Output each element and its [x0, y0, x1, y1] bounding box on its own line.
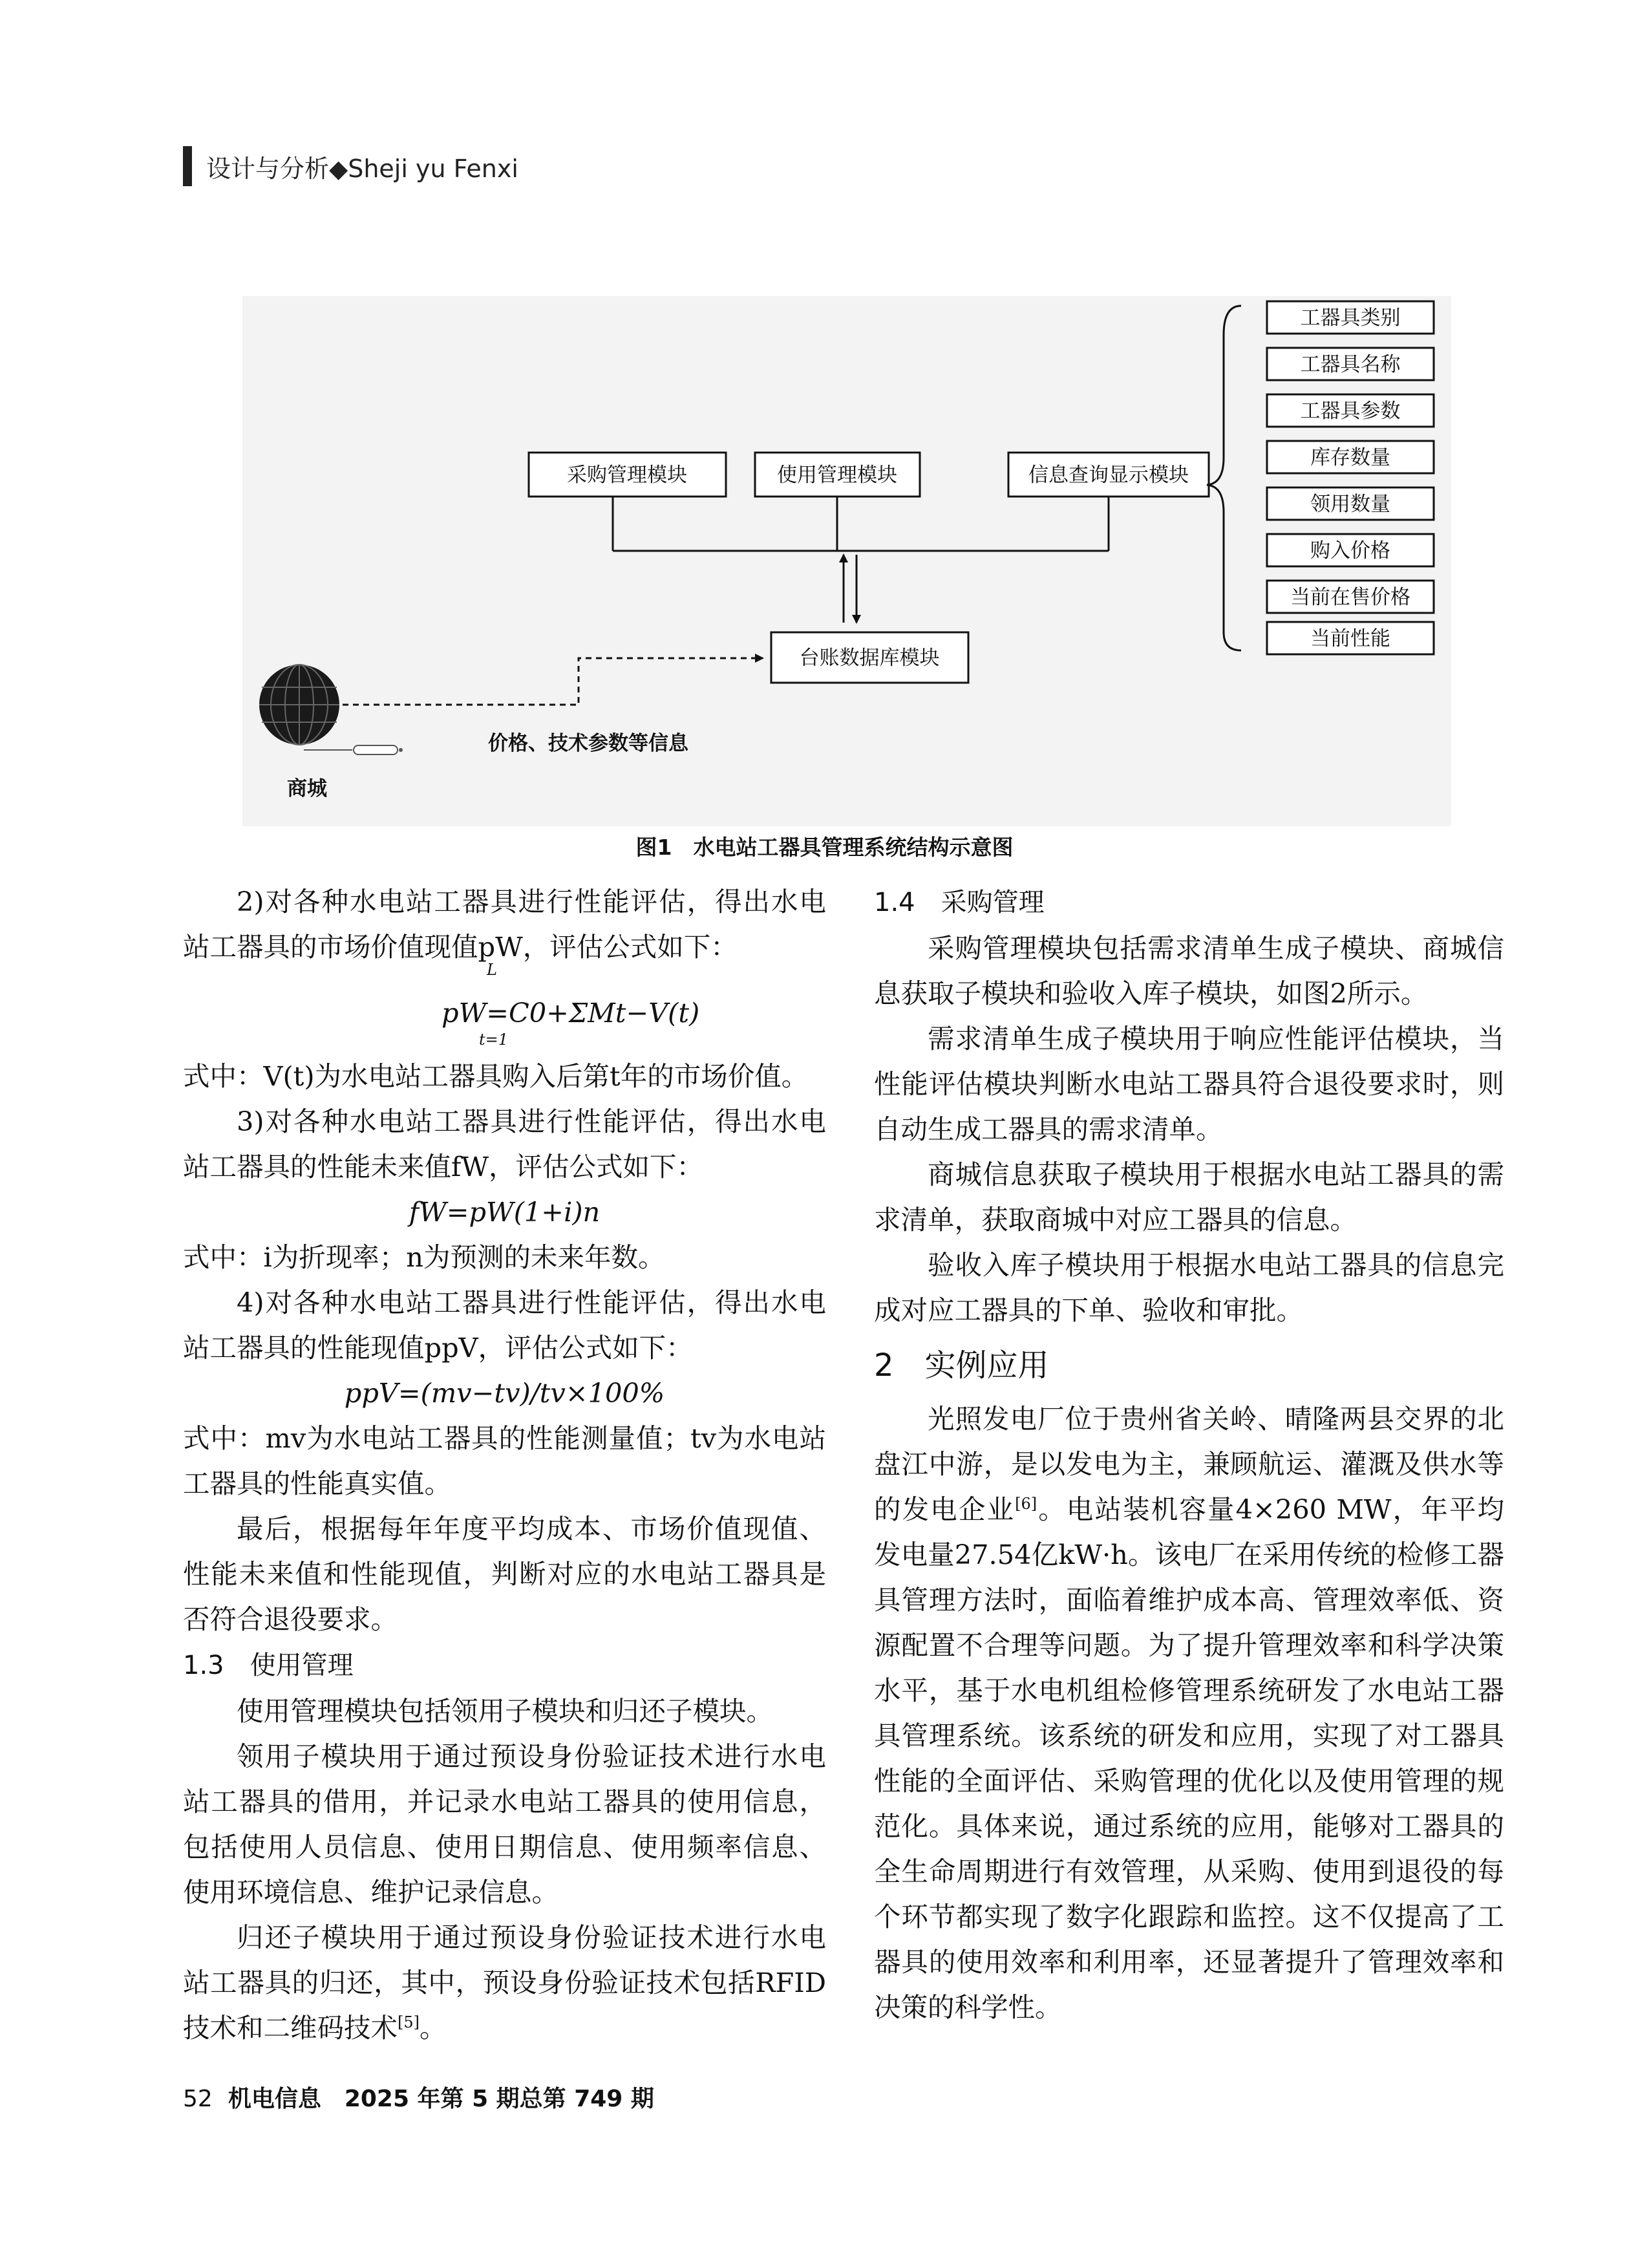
- running-header: [183, 144, 518, 189]
- formula-performance-value: ppV=(mv−tv)/tv×100%: [344, 1377, 665, 1409]
- figure-caption: 图1 水电站工器具管理系统结构示意图: [635, 835, 1014, 860]
- usage-module-box: [755, 453, 920, 497]
- formula-future-value: fW=pW(1+i)n: [409, 1196, 601, 1228]
- paragraph: 需求清单生成子模块用于响应性能评估模块，当性能评估模块判断水电站工器具符合退役要求时，则自动生成工器具的需求清单。: [874, 1023, 1504, 1145]
- citation-ref: [5]: [398, 2013, 420, 2032]
- cable-icon: [304, 745, 403, 754]
- attribute-item: 工器具类别: [1300, 306, 1401, 330]
- formula-sum-upper: L: [487, 961, 497, 979]
- attribute-item: 库存数量: [1310, 446, 1390, 469]
- paragraph-text: 归还子模块用于通过预设身份验证技术进行水电站工器具的归还，其中，预设身份验证技术包括RFID技术和二维码技术: [183, 1921, 826, 2044]
- database-module-box: [771, 632, 968, 683]
- paragraph-text: 光照发电厂位于贵州省关岭、晴隆两县交界的北盘江中游，是以发电为主，兼顾航运、灌溉及供水等的发电企业: [874, 1403, 1504, 1525]
- paragraph: 使用管理模块包括领用子模块和归还子模块。: [237, 1695, 774, 1727]
- paragraph-text: 。电站装机容量4×260 MW，年平均发电量27.54亿kW·h。该电厂在采用传统的检修工器具管理方法时，面临着维护成本高、管理效率低、资源配置不合理等问题。为了提升管理效率和科学决策水平，基于水电机组检修管理系统研发了水电站工器具管理系统。该系统的研发和应用，实现了对工器具性能的全面评估、采购管理的优化以及使用管理的规范化。具体来说，通过系统的应用，能够对工器具的全生命周期进行有效管理，从采购、使用到退役的每个环节都实现了数字化跟踪和监控。这不仅提高了工器具的使用效率和利用率，还显著提升了管理效率和决策的科学性。: [874, 1493, 1504, 2023]
- system-structure-diagram: [242, 296, 1451, 826]
- purchase-module-box: [529, 453, 726, 497]
- section-heading-1-3: 1.3 使用管理: [183, 1651, 354, 1680]
- formula-sum-lower: t=1: [479, 1031, 509, 1049]
- header-section-title: 设计与分析◆Sheji yu Fenxi: [206, 154, 518, 183]
- page-footer: [183, 2081, 654, 2113]
- paragraph: 验收入库子模块用于根据水电站工器具的信息完成对应工器具的下单、验收和审批。: [874, 1249, 1504, 1326]
- paragraph: 3)对各种水电站工器具进行性能评估，得出水电站工器具的性能未来值fW，评估公式如下：: [183, 1106, 826, 1182]
- attribute-item: 工器具名称: [1300, 353, 1401, 376]
- usage-module-label: 使用管理模块: [777, 464, 897, 487]
- paragraph: 采购管理模块包括需求清单生成子模块、商城信息获取子模块和验收入库子模块，如图2所示。: [874, 932, 1504, 1009]
- paragraph: 式中：i为折现率；n为预测的未来年数。: [183, 1241, 665, 1273]
- paragraph: 商城信息获取子模块用于根据水电站工器具的需求清单，获取商城中对应工器具的信息。: [874, 1159, 1504, 1236]
- paragraph: [183, 1915, 826, 2051]
- header-bar: [183, 146, 192, 186]
- formula-text: pW=C0+ΣMt−V(t): [442, 997, 700, 1029]
- paragraph: 式中：V(t)为水电站工器具购入后第t年的市场价值。: [183, 1060, 809, 1092]
- formula-market-value: [183, 961, 826, 1054]
- section-heading-2: 2 实例应用: [874, 1347, 1049, 1384]
- right-column: [874, 879, 1504, 2030]
- citation-ref: [6]: [1015, 1495, 1037, 1514]
- database-module-label: 台账数据库模块: [799, 647, 940, 670]
- attribute-item: 当前性能: [1310, 627, 1390, 650]
- paragraph: 4)对各种水电站工器具进行性能评估，得出水电站工器具的性能现值ppV，评估公式如下：: [183, 1287, 826, 1364]
- attribute-item: 领用数量: [1310, 493, 1390, 516]
- paragraph: 最后，根据每年年度平均成本、市场价值现值、性能未来值和性能现值，判断对应的水电站工器具是否符合退役要求。: [183, 1513, 826, 1635]
- globe-icon: [259, 665, 339, 745]
- figure-1: [242, 296, 1451, 826]
- paragraph: 式中：mv为水电站工器具的性能测量值；tv为水电站工器具的性能真实值。: [183, 1422, 826, 1499]
- paragraph: 2)对各种水电站工器具进行性能评估，得出水电站工器具的市场价值现值pW，评估公式如下：: [183, 886, 826, 963]
- query-module-box: [1008, 453, 1209, 497]
- paragraph: 领用子模块用于通过预设身份验证技术进行水电站工器具的借用，并记录水电站工器具的使用信息，包括使用人员信息、使用日期信息、使用频率信息、使用环境信息、维护记录信息。: [183, 1740, 826, 1908]
- mall-label: 商城: [287, 777, 327, 800]
- query-module-label: 信息查询显示模块: [1028, 464, 1189, 487]
- attribute-list: [1267, 301, 1434, 654]
- left-column: [183, 879, 826, 2051]
- attribute-brace: [1207, 306, 1241, 650]
- purchase-module-label: 采购管理模块: [567, 464, 687, 487]
- dashed-info-link: [343, 658, 763, 705]
- section-heading-1-4: 1.4 采购管理: [874, 888, 1045, 917]
- paragraph: [874, 1396, 1504, 2030]
- page-number: 52: [183, 2086, 213, 2112]
- link-label: 价格、技术参数等信息: [488, 732, 688, 755]
- paragraph-end: 。: [420, 2012, 447, 2044]
- attribute-item: 购入价格: [1310, 539, 1390, 562]
- attribute-item: 当前在售价格: [1290, 586, 1410, 609]
- journal-info: 机电信息 2025 年第 5 期总第 749 期: [228, 2086, 654, 2112]
- attribute-item: 工器具参数: [1300, 400, 1401, 423]
